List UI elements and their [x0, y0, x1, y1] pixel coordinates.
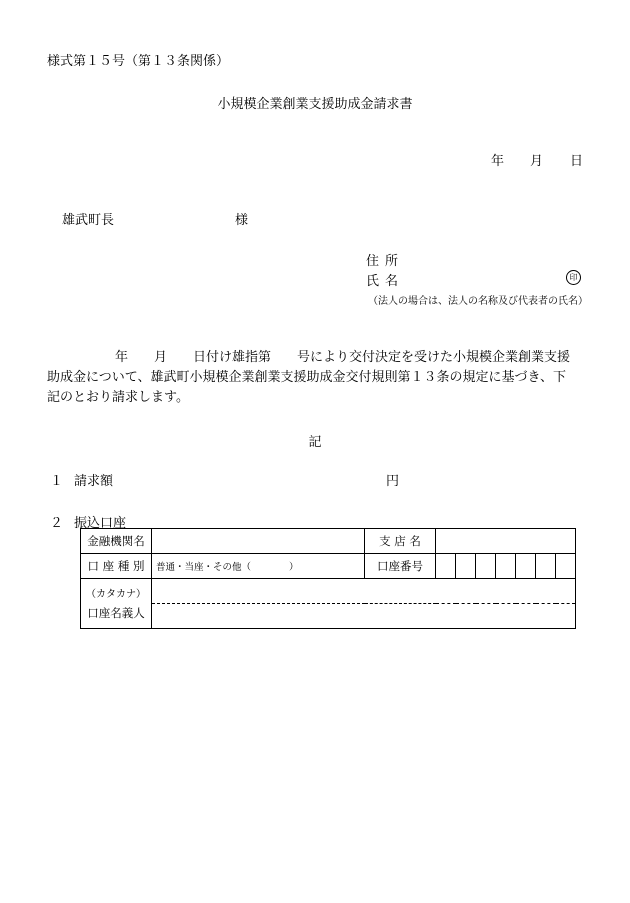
item1-yen: 円: [386, 474, 400, 489]
holder-kana-field[interactable]: [152, 579, 576, 604]
item1-number: １: [50, 474, 64, 489]
request-body-text: [47, 348, 587, 408]
branch-label: 支 店 名: [365, 529, 436, 554]
account-digit[interactable]: [456, 554, 476, 579]
account-holder-label: [81, 579, 152, 629]
date-year: 年: [491, 154, 505, 169]
branch-field[interactable]: [436, 529, 576, 554]
holder-name-field[interactable]: [152, 604, 576, 629]
addressee-mayor: 雄武町長: [62, 213, 115, 228]
table-row: [81, 529, 576, 554]
corporation-note: （法人の場合は、法人の名称及び代表者の氏名）: [368, 296, 588, 307]
holder-label: 口座名義人: [87, 605, 145, 620]
name-label: 氏名: [366, 274, 405, 289]
document-title: 小規模企業創業支援助成金請求書: [217, 97, 413, 112]
kana-label: （カタカナ）: [86, 588, 146, 600]
seal-mark: 印: [566, 270, 581, 285]
bank-account-table: [80, 528, 576, 629]
addressee-honorific: 様: [235, 213, 249, 228]
item1-label: 請求額: [74, 474, 114, 489]
account-digit[interactable]: [496, 554, 516, 579]
date-day: 日: [570, 154, 584, 169]
body-line-1: 年 月 日付け雄指第 号により交付決定を受けた小規模企業創業支援: [115, 350, 571, 365]
date-month: 月: [530, 154, 544, 169]
body-line-3: 記のとおり請求します。: [47, 390, 189, 405]
form-number: 様式第１５号（第１３条関係）: [47, 54, 230, 69]
account-digit[interactable]: [536, 554, 556, 579]
table-row: [81, 604, 576, 629]
account-digit[interactable]: [476, 554, 496, 579]
ki-heading: 記: [308, 435, 322, 450]
item2-number: ２: [50, 516, 64, 531]
account-digit[interactable]: [556, 554, 576, 579]
institution-label: 金融機関名: [81, 529, 152, 554]
account-digit[interactable]: [436, 554, 456, 579]
address-label: 住所: [366, 254, 405, 269]
account-type-label: 口 座 種 別: [81, 554, 152, 579]
body-line-2: 助成金について、雄武町小規模企業創業支援助成金交付規則第１３条の規定に基づき、下: [47, 370, 566, 385]
table-row: [81, 554, 576, 579]
item2-label: 振込口座: [74, 516, 127, 531]
institution-field[interactable]: [152, 529, 365, 554]
table-row: [81, 579, 576, 604]
account-number-label: 口座番号: [365, 554, 436, 579]
account-type-options[interactable]: 普通・当座・その他（ ）: [152, 554, 365, 579]
account-digit[interactable]: [516, 554, 536, 579]
